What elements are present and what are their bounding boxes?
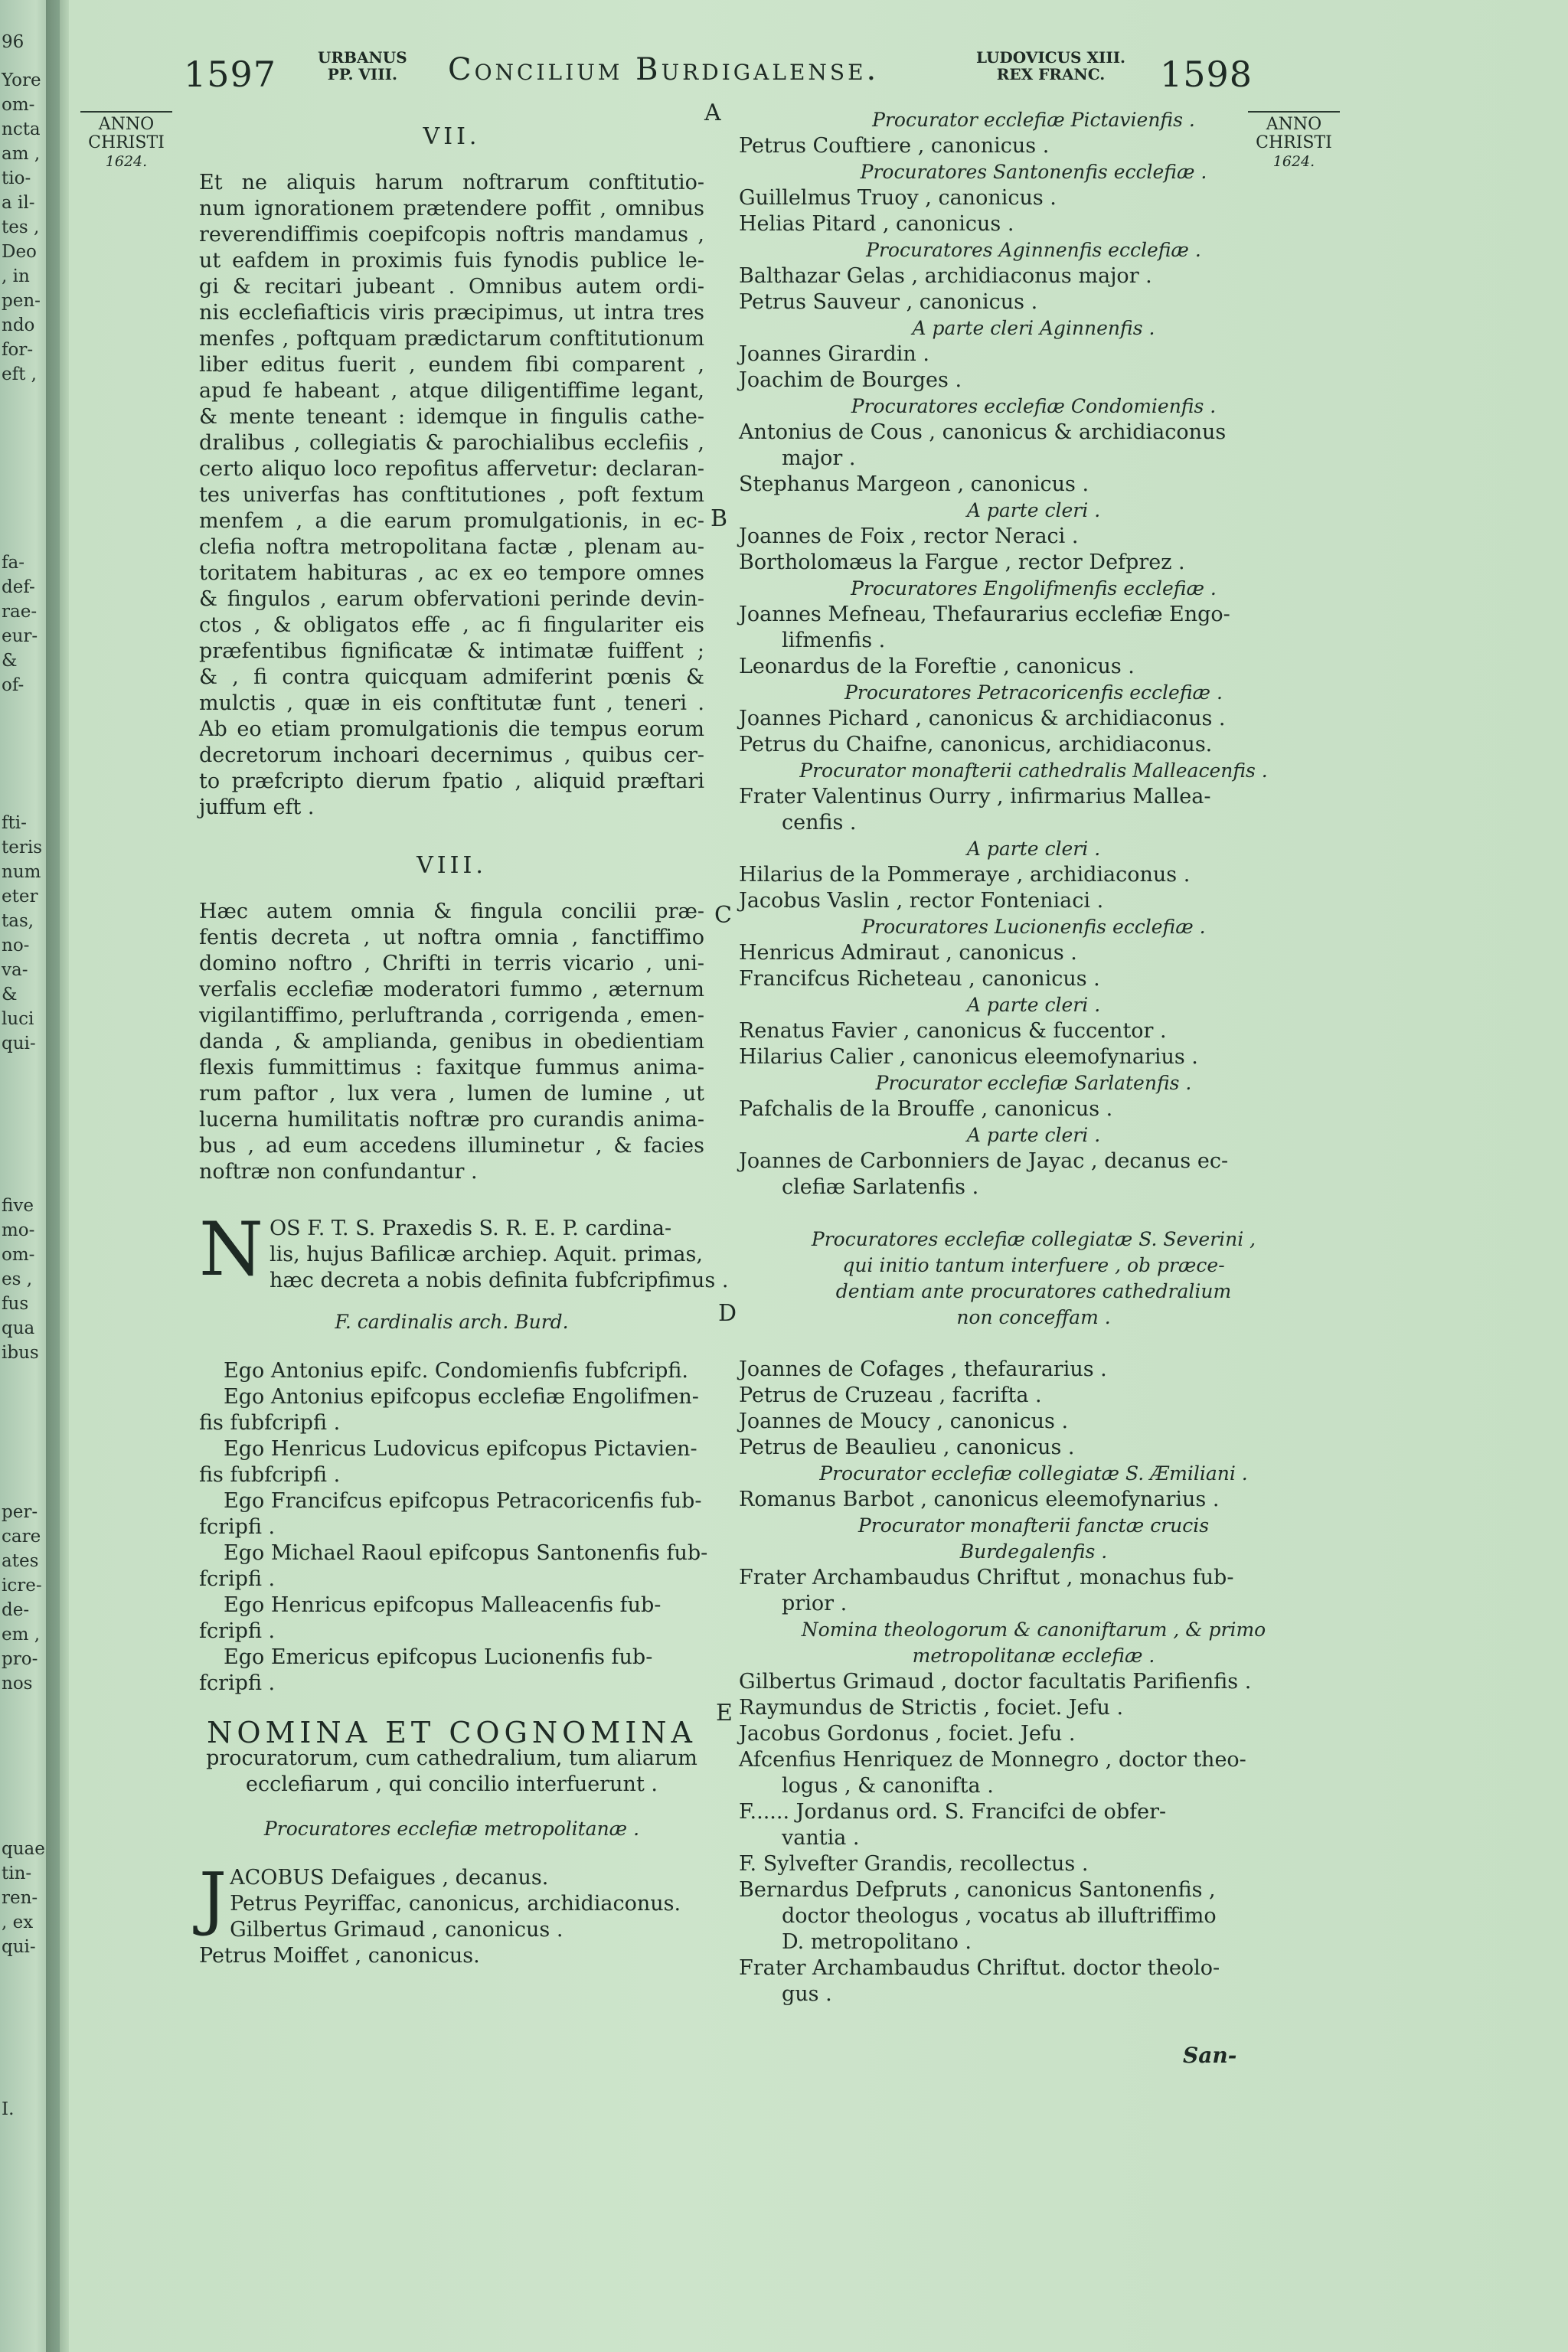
previous-page-fragment: luci	[2, 1009, 34, 1029]
previous-page-fragment: no-	[2, 936, 30, 956]
previous-page-fragment: qui-	[2, 1034, 36, 1054]
subscription-line: Ego Michael Raoul epifcopus Santonenfis fub-	[224, 1541, 708, 1565]
name-entry: Petrus Sauveur , canonicus .	[739, 290, 1038, 314]
previous-page-fragment: num	[2, 862, 41, 882]
text-line: juffum eft .	[199, 795, 315, 819]
previous-page-fragment: om-	[2, 95, 35, 115]
name-continuation: doctor theologus , vocatus ab illuftriffimo	[782, 1904, 1217, 1928]
subscription-line: fcripfi .	[199, 1619, 276, 1643]
name-entry: F...... Jordanus ord. S. Francifci de obfer-	[739, 1800, 1167, 1824]
procurator-heading: Procurator monafterii fanctæ crucis	[858, 1514, 1210, 1537]
text-line: certo aliquo loco repofitus affervetur: declaran-	[199, 457, 704, 481]
subscription-line: Ego Henricus epifcopus Malleacenfis fub-	[224, 1593, 662, 1617]
jacobus-paragraph	[199, 1858, 704, 1943]
text-line: præfentibus fignificatæ & intimatæ fuiffent ;	[199, 639, 704, 663]
name-entry: Joannes de Foix , rector Neraci .	[739, 524, 1079, 548]
name-entry: Pafchalis de la Brouffe , canonicus .	[739, 1097, 1113, 1121]
nomina-subheading: procuratorum, cum cathedralium, tum aliarum ecclefiarum , qui concilio interfuerunt .	[206, 1746, 697, 1796]
name-entry: Afcenfius Henriquez de Monnegro , doctor theo-	[739, 1748, 1246, 1772]
previous-page-fragment: fus	[2, 1294, 29, 1314]
previous-page-fragment: ndo	[2, 315, 35, 335]
procurator-heading: A parte cleri .	[966, 994, 1101, 1016]
previous-page-fragment: eft ,	[2, 364, 37, 384]
previous-page-fragment: quae	[2, 1839, 45, 1859]
procurator-heading: dentiam ante procuratores cathedralium	[835, 1280, 1232, 1302]
text-line: Hæc autem omnia & fingula concilii præ-	[199, 900, 704, 923]
procurator-heading: Procuratores ecclefiæ Condomienfis .	[851, 395, 1217, 417]
name-entry: Joannes de Carbonniers de Jayac , decanus ec-	[739, 1149, 1229, 1173]
text-line: menfem , a die earum promulgationis, in ec-	[199, 509, 704, 533]
name-continuation: major .	[782, 446, 856, 470]
procurator-heading: Nomina theologorum & canoniftarum , & primo	[801, 1619, 1266, 1641]
procurator-heading: metropolitanæ ecclefiæ .	[912, 1645, 1155, 1667]
subscriptions	[199, 1358, 708, 1697]
previous-page-fragment: pen-	[2, 291, 41, 311]
name-entry: Jacobus Gordonus , fociet. Jefu .	[739, 1722, 1076, 1746]
name-continuation: logus , & canonifta .	[782, 1774, 994, 1798]
margin-letter-a: A	[704, 100, 721, 126]
previous-page-fragment: Yore	[2, 70, 41, 90]
right-page-number: 1598	[1160, 54, 1253, 95]
previous-page-fragment: I.	[2, 2099, 15, 2119]
name-entry: Petrus du Chaifne, canonicus, archidiaconus.	[739, 733, 1213, 756]
text-line: verfalis ecclefiæ moderatori fummo , æternum	[199, 978, 704, 1001]
text-line: lucerna humilitatis noftræ pro curandis anima-	[199, 1108, 704, 1132]
procurator-heading: A parte cleri .	[966, 1124, 1101, 1146]
previous-page-fragment: qua	[2, 1318, 35, 1338]
procurator-heading: qui initio tantum interfuere , ob præce-	[842, 1254, 1225, 1276]
text-line: hæc decreta a nobis definita fubfcripfimus .	[270, 1269, 729, 1292]
previous-page-fragment: mo-	[2, 1220, 35, 1240]
page-title: Concilium Burdigalense.	[448, 52, 880, 87]
name-entry: Helias Pitard , canonicus .	[739, 212, 1014, 236]
text-line: OS F. T. S. Praxedis S. R. E. P. cardina-	[270, 1217, 672, 1240]
previous-page-fragment: a il-	[2, 193, 35, 213]
previous-page-fragment: pro-	[2, 1649, 38, 1669]
margin-letter-d: D	[718, 1300, 737, 1327]
previous-page-fragment: five	[2, 1196, 34, 1216]
text-line: liber editus fuerit , eundem fibi comparent ,	[199, 353, 704, 377]
name-continuation: vantia .	[782, 1826, 860, 1850]
name-entry: Joannes Pichard , canonicus & archidiaconus .	[739, 707, 1226, 730]
name-entry: Joannes Girardin .	[739, 342, 929, 366]
previous-page-fragment: per-	[2, 1502, 38, 1522]
previous-page-fragment: , ex	[2, 1913, 34, 1932]
name-entry: Jacobus Vaslin , rector Fonteniaci .	[739, 889, 1104, 913]
text-line: & , fi contra quicquam admiferint pœnis &	[199, 665, 704, 689]
text-line: gi & recitari jubeant . Omnibus autem ordi-	[199, 275, 704, 299]
previous-page-fragment: def-	[2, 577, 35, 597]
procurator-heading: Procuratores ecclefiæ collegiatæ S. Severini ,	[811, 1228, 1256, 1250]
previous-page-fragment: eter	[2, 887, 38, 906]
text-line: ut eafdem in proximis fuis fynodis publice le-	[199, 249, 704, 273]
procurator-heading: A parte cleri .	[966, 838, 1101, 860]
subscription-line: fis fubfcripfi .	[199, 1411, 341, 1435]
name-continuation: lifmenfis .	[782, 629, 886, 652]
subscription-line: Ego Francifcus epifcopus Petracoricenfis fub-	[224, 1489, 702, 1513]
text-line: danda , & amplianda, genibus in obedientiam	[199, 1030, 704, 1054]
text-line: toritatem habituras , ac ex eo tempore omnes	[199, 561, 704, 585]
spacer	[739, 1331, 1328, 1357]
text-line: & fingulos , earum obfervationi perinde devin-	[199, 587, 704, 611]
name-entry: Frater Archambaudus Chriftut , monachus fub-	[739, 1566, 1234, 1589]
name-entry: Frater Archambaudus Chriftut. doctor theolo-	[739, 1956, 1220, 1980]
previous-page-fragment: &	[2, 651, 18, 671]
name-entry: Francifcus Richeteau , canonicus .	[739, 967, 1100, 991]
name-entry: Joachim de Bourges .	[739, 368, 962, 392]
name-entry: Petrus Couftiere , canonicus .	[739, 134, 1050, 158]
text-line: noftræ non confundantur .	[199, 1160, 478, 1184]
previous-page-fragment: ren-	[2, 1888, 38, 1908]
text-line: domino noftro , Chrifti in terris vicario , uni-	[199, 952, 704, 975]
name-continuation: clefiæ Sarlatenfis .	[782, 1175, 979, 1199]
section-viii-text	[199, 899, 704, 1185]
section-vii-text	[199, 170, 704, 821]
name-continuation: cenfis .	[782, 811, 857, 835]
procurator-heading: Procuratores Aginnenfis ecclefiæ .	[866, 239, 1201, 261]
name-entry: Gilbertus Grimaud , doctor facultatis Parifienfis .	[739, 1670, 1252, 1694]
text-line: mulctis , quæ in eis conftitutæ funt , teneri .	[199, 691, 704, 715]
previous-page-fragment: teris	[2, 838, 43, 858]
anno-christi-right: ANNO CHRISTI 1624.	[1248, 111, 1340, 171]
previous-page-fragment: of-	[2, 675, 24, 695]
cardinal-signature: F. cardinalis arch. Burd.	[335, 1311, 569, 1333]
catchword: San-	[1183, 2043, 1237, 2068]
subscription-line: Ego Antonius epifc. Condomienfis fubfcripfi.	[224, 1359, 688, 1383]
section-vii-heading: VII.	[423, 123, 481, 150]
previous-page-fragment: qui-	[2, 1937, 36, 1957]
name-entry: Raymundus de Strictis , fociet. Jefu .	[739, 1696, 1124, 1720]
previous-page-fragment: es ,	[2, 1269, 33, 1289]
subscription-line: fcripfi .	[199, 1515, 276, 1539]
text-line: to præfcripto dierum fpatio , aliquid præftari	[199, 769, 704, 793]
text-line: Petrus Peyriffac, canonicus, archidiaconus.	[230, 1892, 681, 1916]
procurator-heading: Procuratores Santonenfis ecclefiæ .	[860, 161, 1207, 183]
left-page-number: 1597	[184, 54, 277, 95]
text-line: bus , ad eum accedens illuminetur , & facies	[199, 1134, 704, 1158]
previous-page-fragment: care	[2, 1527, 41, 1547]
spacer	[739, 1200, 1328, 1227]
previous-page-fragment: tes ,	[2, 217, 40, 237]
name-entry: Antonius de Cous , canonicus & archidiaconus	[739, 420, 1227, 444]
right-column	[739, 107, 1328, 2007]
previous-page-fragment: em ,	[2, 1625, 41, 1645]
previous-page-fragment: rae-	[2, 602, 38, 622]
subscription-line: Ego Henricus Ludovicus epifcopus Pictavien-	[224, 1437, 697, 1461]
name-entry: Henricus Admiraut , canonicus .	[739, 941, 1077, 965]
previous-page-fragment: tin-	[2, 1864, 32, 1883]
previous-page-fragment: de-	[2, 1600, 30, 1620]
text-line: reverendiffimis coepifcopis noftris mandamus ,	[199, 223, 704, 247]
text-line: clefia noftra metropolitana factæ , plenam au-	[199, 535, 704, 559]
previous-page-fragment: nos	[2, 1674, 33, 1694]
name-entry: Frater Valentinus Ourry , infirmarius Mallea-	[739, 785, 1211, 808]
name-entry: Bernardus Defpruts , canonicus Santonenfis ,	[739, 1878, 1216, 1902]
procurator-heading: Procuratores Engolifmenfis ecclefiæ .	[851, 577, 1217, 599]
previous-page-fragment: 96	[2, 32, 24, 52]
procurator-heading: Procuratores Lucionenfis ecclefiæ .	[861, 916, 1206, 938]
name-entry: F. Sylvefter Grandis, recollectus .	[739, 1852, 1089, 1876]
drop-cap-n: N	[199, 1207, 263, 1292]
name-continuation: gus .	[782, 1982, 832, 2006]
drop-cap-j: J	[199, 1858, 227, 1939]
previous-page-fragment: icre-	[2, 1576, 42, 1596]
text-line: apud fe habeant , atque diligentiffime legant,	[199, 379, 704, 403]
text-line: fentis decreta , ut noftra omnia , fanctiffimo	[199, 926, 704, 949]
procurator-heading: Procurator ecclefiæ Sarlatenfis .	[875, 1072, 1192, 1094]
previous-page-fragment: eur-	[2, 626, 38, 646]
name-entry: Romanus Barbot , canonicus eleemofynarius .	[739, 1488, 1220, 1511]
name-entry: Petrus de Cruzeau , facrifta .	[739, 1383, 1042, 1407]
previous-page-fragment: ates	[2, 1551, 39, 1571]
text-line: dralibus , collegiatis & parochialibus ecclefiis ,	[199, 431, 704, 455]
right-running-head: LUDOVICUS XIII. REX FRANC.	[976, 48, 1126, 83]
procurator-heading: Burdegalenfis .	[959, 1540, 1108, 1563]
margin-letter-b: B	[710, 505, 728, 532]
text-line: ctos , & obligatos effe , ac fi fingulariter eis	[199, 613, 704, 637]
last-name-line: Petrus Moiffet , canonicus.	[199, 1944, 480, 1968]
text-line: rum paftor , lux vera , lumen de lumine , ut	[199, 1082, 704, 1106]
previous-page-fragment: Deo	[2, 242, 37, 262]
previous-page-fragment: for-	[2, 340, 34, 360]
name-entry: Petrus de Beaulieu , canonicus .	[739, 1436, 1075, 1459]
name-entry: Bortholomæus la Fargue , rector Defprez .	[739, 550, 1185, 574]
left-running-head: URBANUS PP. VIII.	[318, 48, 407, 83]
nomina-heading: NOMINA ET COGNOMINA	[207, 1716, 697, 1749]
left-column	[199, 123, 729, 1969]
name-entry: Leonardus de la Foreftie , canonicus .	[739, 655, 1135, 678]
text-line: decretorum inchoari decernimus , quibus cer-	[199, 743, 704, 767]
procurator-heading: Procurator ecclefiæ Pictavienfis .	[872, 109, 1195, 131]
procurator-heading: A parte cleri Aginnenfis .	[912, 317, 1155, 339]
text-line: menfes , poftquam prædictarum conftitutionum	[199, 327, 704, 351]
margin-letter-c: C	[714, 902, 732, 929]
subscription-line: Ego Emericus epifcopus Lucionenfis fub-	[224, 1645, 653, 1669]
name-continuation: prior .	[782, 1592, 848, 1615]
book-gutter	[46, 0, 69, 2352]
name-entry: Hilarius de la Pommeraye , archidiaconus .	[739, 863, 1191, 887]
name-entry: Stephanus Margeon , canonicus .	[739, 472, 1089, 496]
procurator-heading: A parte cleri .	[966, 499, 1101, 521]
procurator-heading: Procuratores Petracoricenfis ecclefiæ .	[844, 681, 1223, 704]
previous-page-fragment: fa-	[2, 553, 24, 573]
text-line: tes univerfas has conftitutiones , poft fextum	[199, 483, 704, 507]
previous-page-fragment: am ,	[2, 144, 41, 164]
text-line: Ab eo etiam promulgationis die tempus eorum	[199, 717, 704, 741]
text-line: vigilantiffimo, perluftranda , corrigenda , emen-	[199, 1004, 704, 1027]
anno-christi-left: ANNO CHRISTI 1624.	[80, 111, 172, 171]
page	[69, 0, 1568, 2352]
name-entry: Balthazar Gelas , archidiaconus major .	[739, 264, 1152, 288]
previous-page-fragment: ibus	[2, 1343, 39, 1363]
procurator-heading: Procurator monafterii cathedralis Malleacenfis .	[799, 760, 1268, 782]
text-line: nis ecclefiafticis viris præcipimus, ut intra tres	[199, 301, 704, 325]
name-entry: Joannes de Cofages , thefaurarius .	[739, 1357, 1107, 1381]
previous-page-fragment: ncta	[2, 119, 41, 139]
margin-letter-e: E	[716, 1700, 733, 1726]
section-viii-heading: VIII.	[416, 852, 487, 879]
previous-page-fragment: &	[2, 985, 18, 1004]
name-continuation: D. metropolitano .	[782, 1930, 972, 1954]
subscription-line: Ego Antonius epifcopus ecclefiæ Engolifmen-	[224, 1385, 699, 1409]
previous-page-fragment: fti-	[2, 813, 27, 833]
name-entry: Renatus Favier , canonicus & fuccentor .	[739, 1019, 1167, 1043]
text-line: Gilbertus Grimaud , canonicus .	[230, 1918, 564, 1942]
text-line: num ignorationem prætendere poffit , omnibus	[199, 197, 704, 220]
text-line: ACOBUS Defaigues , decanus.	[230, 1866, 549, 1890]
previous-page-fragment: tio-	[2, 168, 31, 188]
subscription-line: fcripfi .	[199, 1671, 276, 1695]
metropolitan-procurators-heading: Procuratores ecclefiæ metropolitanæ .	[263, 1818, 640, 1840]
procurator-heading: Procurator ecclefiæ collegiatæ S. Æmiliani .	[819, 1462, 1248, 1485]
previous-page-fragment: om-	[2, 1245, 35, 1265]
name-entry: Guillelmus Truoy , canonicus .	[739, 186, 1057, 210]
subscription-line: fis fubfcripfi .	[199, 1463, 341, 1487]
subscription-line: fcripfi .	[199, 1567, 276, 1591]
procurator-heading: non conceffam .	[956, 1306, 1111, 1328]
name-entry: Hilarius Calier , canonicus eleemofynarius .	[739, 1045, 1198, 1069]
nos-paragraph	[199, 1207, 729, 1294]
text-line: lis, hujus Bafilicæ archiep. Aquit. primas,	[270, 1243, 703, 1266]
previous-page-fragment: tas,	[2, 911, 34, 931]
text-line: flexis fummittimus : faxitque fummus anima-	[199, 1056, 704, 1080]
text-line: Et ne aliquis harum noftrarum conftitutio-	[199, 171, 704, 194]
name-entry: Joannes Mefneau, Thefaurarius ecclefiæ Engo-	[739, 603, 1230, 626]
previous-page-fragment: , in	[2, 266, 30, 286]
previous-page-fragment: va-	[2, 960, 28, 980]
name-entry: Joannes de Moucy , canonicus .	[739, 1410, 1069, 1433]
text-line: & mente teneant : idemque in fingulis cathe-	[199, 405, 704, 429]
